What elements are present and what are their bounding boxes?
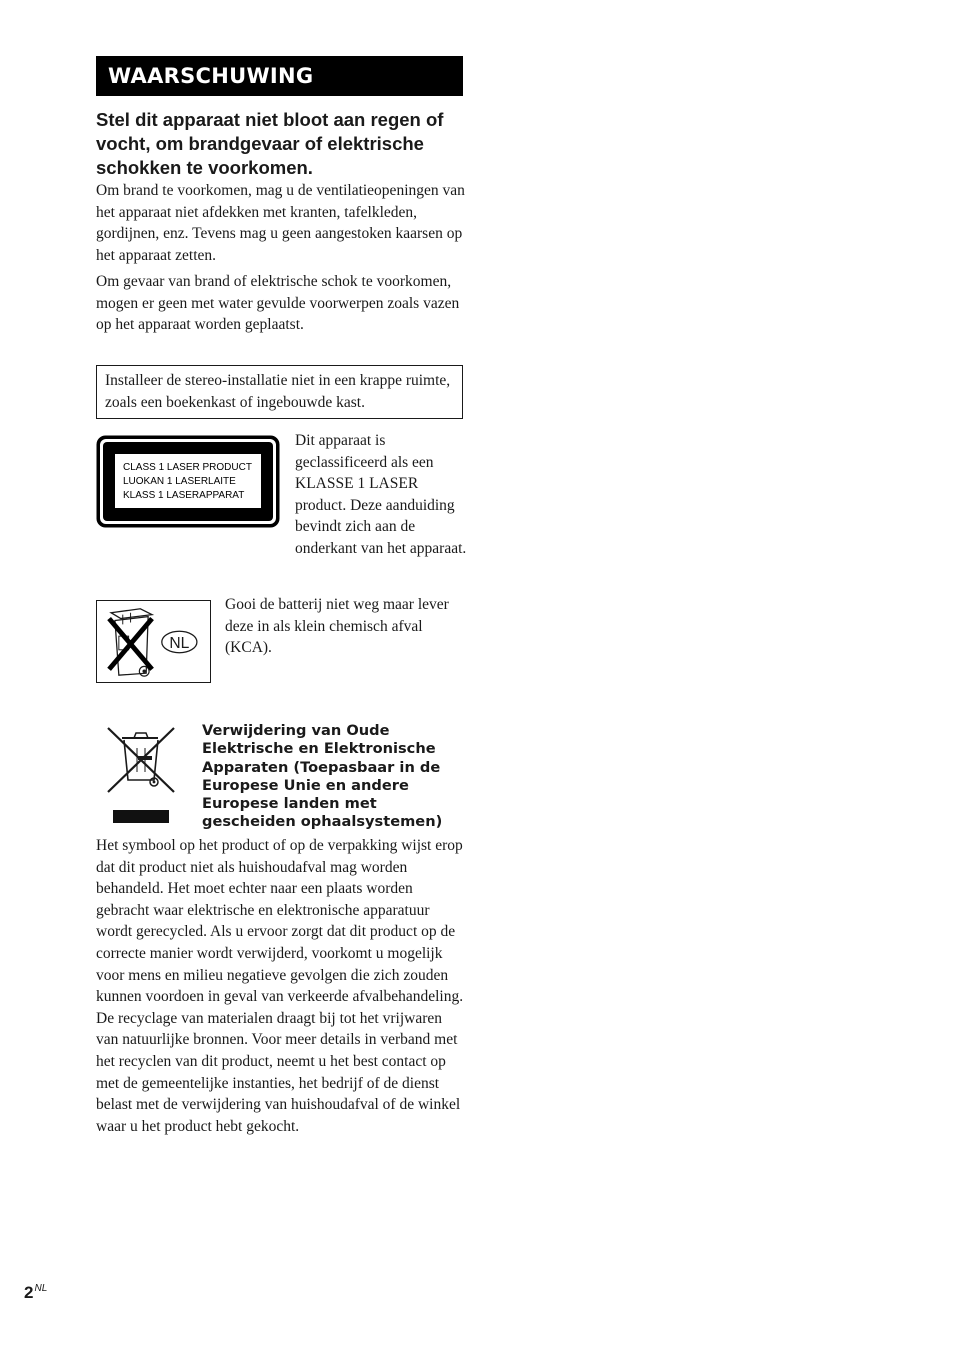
laser-label-line-1: CLASS 1 LASER PRODUCT [123, 462, 252, 473]
laser-label-line-3: KLASS 1 LASERAPPARAT [123, 490, 245, 501]
battery-description: Gooi de batterij niet weg maar lever deze in als klein chemisch afval (KCA). [225, 596, 449, 657]
warning-headline: Stel dit apparaat niet bloot aan regen of vocht, om brandgevaar of elektrische schokken te voorkomen. [96, 109, 444, 178]
page-number [24, 1283, 47, 1303]
installation-notice-box: Installeer de stereo-installatie niet in een krappe ruimte, zoals een boekenkast of ingebouwde kast. [96, 365, 463, 419]
ventilation-paragraph: Om brand te voorkomen, mag u de ventilatieopeningen van het apparaat niet afdekken met kranten, tafelkleden, gordijnen, enz. Tevens mag u geen aangestoken kaarsen op het apparaat zetten. [96, 182, 465, 264]
page-number-suffix: NL [34, 1283, 48, 1294]
page-number-value: 2 [24, 1283, 34, 1302]
warning-banner: WAARSCHUWING [96, 56, 463, 96]
battery-disposal-logo [96, 600, 211, 683]
crossed-battery-bin-icon [97, 601, 210, 682]
water-paragraph: Om gevaar van brand of elektrische schok te voorkomen, mogen er geen met water gevulde voorwerpen zoals vazen op het apparaat worden geplaatst. [96, 273, 460, 334]
laser-label-line-2: LUOKAN 1 LASERLAITE [123, 476, 236, 487]
weee-body-text: Het symbool op het product of op de verpakking wijst erop dat dit product niet als huishoudafval mag worden behandeld. Het moet echter naar een plaats worden gebracht waar elektrische en elektronische apparatuur wordt gerecycled. Als u ervoor zorgt dat dit product op de correcte manier wordt verwijderd, voorkomt u mogelijk voor mens en milieu negatieve gevolgen die zich zouden kunnen voordoen in geval van verkeerde afvalbehandeling. De recyclage van materialen draagt bij tot het vrijwaren van natuurlijke bronnen. Voor meer details in verband met het recyclen van dit product, neemt u het best contact op met de gemeentelijke instanties, het bedrijf of de dienst belast met de verwijdering van huishoudafval of de winkel waar u het product hebt gekocht. [96, 837, 464, 1135]
laser-class-label [96, 435, 280, 528]
laser-description: Dit apparaat is geclassificeerd als een KLASSE 1 LASER product. Deze aanduiding bevindt zich aan de onderkant van het apparaat. [295, 432, 467, 557]
battery-logo-nl-text: NL [169, 634, 190, 652]
weee-heading: Verwijdering van Oude Elektrische en Elektronische Apparaten (Toepasbaar in de Europese Unie en andere Europese landen met gescheiden ophaalsystemen) [202, 722, 443, 831]
weee-crossed-bin-icon [104, 726, 178, 826]
